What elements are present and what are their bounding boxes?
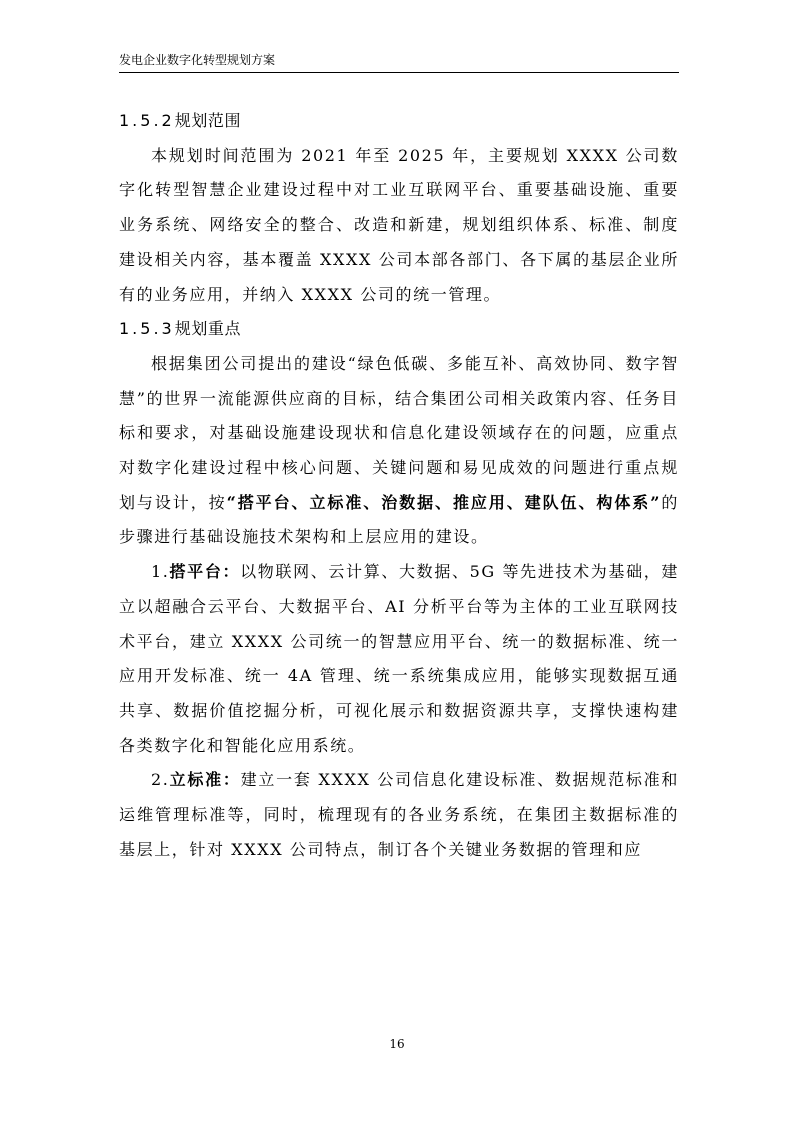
section-number: 1.5.2 — [119, 111, 175, 130]
section-number: 1.5.3 — [119, 319, 175, 339]
section-title: 规划重点 — [174, 319, 242, 339]
page-number: 16 — [389, 1037, 405, 1051]
section-heading-1-5-3 — [119, 312, 679, 347]
focus-text-intro: 根据集团公司提出的建设“绿色低碳、多能互补、高效协同、数字智慧”的世界一流能源供应商的目标，结合集团公司相关政策内容、任务目标和要求，对基础设施建设现状和信息化建设领域存在的问题，应重点对数字化建设过程中核心问题、关键问题和易见成效的问题进行重点规划与设计，按 — [119, 353, 679, 512]
list-item-standards — [119, 763, 679, 867]
paragraph-planning-scope: 本规划时间范围为 2021 年至 2025 年，主要规划 XXXX 公司数字化转型智慧企业建设过程中对工业互联网平台、重要基础设施、重要业务系统、网络安全的整合、改造和新建，规划组织体系、标准、制度建设相关内容，基本覆盖 XXXX 公司本部各部门、各下属的基层企业所有的业务应用，并纳入 XXXX 公司的统一管理。 — [119, 145, 679, 304]
list-item-lead: 立标准： — [169, 770, 241, 790]
list-item-text: 以物联网、云计算、大数据、5G 等先进技术为基础，建立以超融合云平台、大数据平台、AI 分析平台等为主体的工业互联网技术平台，建立 XXXX 公司统一的智慧应用平台、统一的数据标准、统一应用开发标准、统一 4A 管理、统一系统集成应用，能够实现数据互通共享、数据价值挖掘分析，可视化展示和数据资源共享，支撑快速构建各类数字化和智能化应用系统。 — [119, 562, 679, 755]
section-heading-1-5-2 — [119, 104, 679, 139]
header-title: 发电企业数字化转型规划方案 — [119, 53, 276, 67]
paragraph-planning-focus — [119, 347, 679, 555]
running-header — [119, 52, 679, 73]
list-number: 2. — [151, 770, 170, 790]
list-item-lead: 搭平台： — [169, 562, 241, 582]
document-body — [119, 104, 679, 867]
section-title: 规划范围 — [174, 111, 242, 130]
list-item-platform — [119, 555, 679, 763]
list-item-text: 建立一套 XXXX 公司信息化建设标准、数据规范标准和运维管理标准等，同时，梳理现有的各业务系统，在集团主数据标准的基层上，针对 XXXX 公司特点，制订各个关键业务数据的管理和应 — [119, 770, 680, 859]
focus-steps-bold: “搭平台、立标准、治数据、推应用、建队伍、构体系” — [226, 492, 662, 512]
list-number: 1. — [151, 562, 170, 582]
focus-text-end: 的步骤进行基础设施技术架构和上层应用的建设。 — [119, 492, 679, 547]
